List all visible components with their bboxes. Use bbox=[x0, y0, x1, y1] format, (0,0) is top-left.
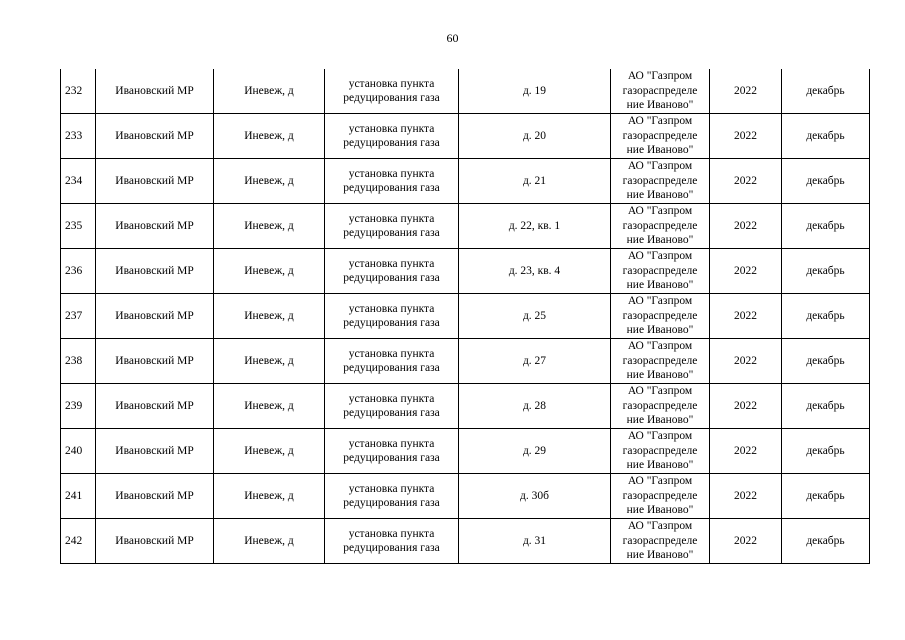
locality-cell: Иневеж, д bbox=[214, 204, 325, 249]
address-cell: д. 30б bbox=[459, 474, 611, 519]
district-cell: Ивановский МР bbox=[96, 384, 214, 429]
row-number-cell: 234 bbox=[61, 159, 96, 204]
executor-cell-line: газораспределе bbox=[622, 84, 698, 97]
address-cell: д. 20 bbox=[459, 114, 611, 159]
executor-cell-line: АО "Газпром bbox=[627, 70, 693, 83]
executor-cell bbox=[611, 159, 710, 204]
executor-cell-line: ние Иваново" bbox=[626, 279, 694, 292]
year-cell: 2022 bbox=[710, 474, 782, 519]
executor-cell-line: газораспределе bbox=[622, 444, 698, 457]
address-cell: д. 29 bbox=[459, 429, 611, 474]
work-type-cell-line: установка пункта bbox=[348, 77, 435, 90]
executor-cell-line: АО "Газпром bbox=[627, 475, 693, 488]
district-cell: Ивановский МР bbox=[96, 339, 214, 384]
work-type-cell-line: редуцирования газа bbox=[343, 362, 440, 374]
table-row bbox=[61, 519, 870, 564]
address-cell: д. 22, кв. 1 bbox=[459, 204, 611, 249]
table-row bbox=[61, 69, 870, 114]
work-type-cell-line: установка пункта bbox=[348, 212, 435, 225]
executor-cell-line: газораспределе bbox=[622, 264, 698, 277]
work-type-cell-line: установка пункта bbox=[348, 122, 435, 135]
locality-cell: Иневеж, д bbox=[214, 69, 325, 114]
month-cell: декабрь bbox=[782, 429, 870, 474]
year-cell: 2022 bbox=[710, 294, 782, 339]
table-row bbox=[61, 159, 870, 204]
district-cell: Ивановский МР bbox=[96, 519, 214, 564]
work-type-cell-line: редуцирования газа bbox=[343, 407, 440, 419]
district-cell: Ивановский МР bbox=[96, 159, 214, 204]
row-number-cell: 233 bbox=[61, 114, 96, 159]
work-type-cell-line: установка пункта bbox=[348, 527, 435, 540]
locality-cell: Иневеж, д bbox=[214, 429, 325, 474]
executor-cell bbox=[611, 249, 710, 294]
locality-cell: Иневеж, д bbox=[214, 114, 325, 159]
work-type-cell bbox=[325, 294, 459, 339]
locality-cell: Иневеж, д bbox=[214, 249, 325, 294]
month-cell: декабрь bbox=[782, 69, 870, 114]
executor-cell-line: АО "Газпром bbox=[627, 205, 693, 218]
executor-cell-line: газораспределе bbox=[622, 174, 698, 187]
month-cell: декабрь bbox=[782, 519, 870, 564]
executor-cell bbox=[611, 204, 710, 249]
executor-cell-line: АО "Газпром bbox=[627, 340, 693, 353]
district-cell: Ивановский МР bbox=[96, 474, 214, 519]
work-type-cell-line: установка пункта bbox=[348, 347, 435, 360]
executor-cell-line: газораспределе bbox=[622, 534, 698, 547]
work-type-cell-line: редуцирования газа bbox=[343, 452, 440, 464]
registry-table-body bbox=[61, 69, 870, 564]
year-cell: 2022 bbox=[710, 429, 782, 474]
work-type-cell bbox=[325, 339, 459, 384]
executor-cell bbox=[611, 294, 710, 339]
executor-cell-line: АО "Газпром bbox=[627, 520, 693, 533]
executor-cell bbox=[611, 339, 710, 384]
work-type-cell-line: установка пункта bbox=[348, 302, 435, 315]
table-row bbox=[61, 429, 870, 474]
address-cell: д. 27 bbox=[459, 339, 611, 384]
executor-cell-line: газораспределе bbox=[622, 489, 698, 502]
district-cell: Ивановский МР bbox=[96, 294, 214, 339]
executor-cell-line: АО "Газпром bbox=[627, 385, 693, 398]
executor-cell bbox=[611, 114, 710, 159]
registry-table bbox=[60, 69, 870, 564]
work-type-cell-line: редуцирования газа bbox=[343, 92, 440, 104]
month-cell: декабрь bbox=[782, 249, 870, 294]
executor-cell-line: ние Иваново" bbox=[626, 504, 694, 517]
address-cell: д. 19 bbox=[459, 69, 611, 114]
executor-cell-line: АО "Газпром bbox=[627, 250, 693, 263]
executor-cell-line: ние Иваново" bbox=[626, 324, 694, 337]
district-cell: Ивановский МР bbox=[96, 114, 214, 159]
work-type-cell bbox=[325, 519, 459, 564]
month-cell: декабрь bbox=[782, 339, 870, 384]
year-cell: 2022 bbox=[710, 384, 782, 429]
executor-cell-line: газораспределе bbox=[622, 309, 698, 322]
year-cell: 2022 bbox=[710, 339, 782, 384]
locality-cell: Иневеж, д bbox=[214, 294, 325, 339]
work-type-cell-line: установка пункта bbox=[348, 167, 435, 180]
table-row bbox=[61, 249, 870, 294]
row-number-cell: 241 bbox=[61, 474, 96, 519]
executor-cell-line: АО "Газпром bbox=[627, 430, 693, 443]
executor-cell bbox=[611, 474, 710, 519]
work-type-cell bbox=[325, 159, 459, 204]
work-type-cell bbox=[325, 474, 459, 519]
table-row bbox=[61, 384, 870, 429]
executor-cell-line: ние Иваново" bbox=[626, 414, 694, 427]
row-number-cell: 242 bbox=[61, 519, 96, 564]
address-cell: д. 28 bbox=[459, 384, 611, 429]
district-cell: Ивановский МР bbox=[96, 249, 214, 294]
work-type-cell-line: редуцирования газа bbox=[343, 272, 440, 284]
work-type-cell bbox=[325, 69, 459, 114]
month-cell: декабрь bbox=[782, 294, 870, 339]
locality-cell: Иневеж, д bbox=[214, 519, 325, 564]
work-type-cell-line: редуцирования газа bbox=[343, 497, 440, 509]
row-number-cell: 232 bbox=[61, 69, 96, 114]
work-type-cell-line: установка пункта bbox=[348, 437, 435, 450]
executor-cell-line: ние Иваново" bbox=[626, 549, 694, 562]
work-type-cell-line: редуцирования газа bbox=[343, 227, 440, 239]
executor-cell bbox=[611, 384, 710, 429]
row-number-cell: 236 bbox=[61, 249, 96, 294]
year-cell: 2022 bbox=[710, 69, 782, 114]
address-cell: д. 23, кв. 4 bbox=[459, 249, 611, 294]
executor-cell-line: газораспределе bbox=[622, 354, 698, 367]
row-number-cell: 240 bbox=[61, 429, 96, 474]
year-cell: 2022 bbox=[710, 114, 782, 159]
work-type-cell-line: редуцирования газа bbox=[343, 182, 440, 194]
table-row bbox=[61, 294, 870, 339]
work-type-cell-line: редуцирования газа bbox=[343, 137, 440, 149]
work-type-cell-line: установка пункта bbox=[348, 257, 435, 270]
address-cell: д. 25 bbox=[459, 294, 611, 339]
executor-cell-line: АО "Газпром bbox=[627, 115, 693, 128]
executor-cell bbox=[611, 519, 710, 564]
table-row bbox=[61, 339, 870, 384]
executor-cell-line: ние Иваново" bbox=[626, 234, 694, 247]
executor-cell bbox=[611, 69, 710, 114]
locality-cell: Иневеж, д bbox=[214, 384, 325, 429]
district-cell: Ивановский МР bbox=[96, 204, 214, 249]
executor-cell-line: газораспределе bbox=[622, 219, 698, 232]
page-number: 60 bbox=[446, 31, 459, 45]
executor-cell-line: ние Иваново" bbox=[626, 99, 694, 112]
month-cell: декабрь bbox=[782, 204, 870, 249]
executor-cell-line: АО "Газпром bbox=[627, 160, 693, 173]
row-number-cell: 239 bbox=[61, 384, 96, 429]
executor-cell-line: ние Иваново" bbox=[626, 144, 694, 157]
work-type-cell-line: редуцирования газа bbox=[343, 317, 440, 329]
executor-cell-line: ние Иваново" bbox=[626, 369, 694, 382]
address-cell: д. 31 bbox=[459, 519, 611, 564]
work-type-cell bbox=[325, 114, 459, 159]
executor-cell-line: АО "Газпром bbox=[627, 295, 693, 308]
table-row bbox=[61, 114, 870, 159]
year-cell: 2022 bbox=[710, 204, 782, 249]
month-cell: декабрь bbox=[782, 159, 870, 204]
work-type-cell-line: установка пункта bbox=[348, 392, 435, 405]
work-type-cell bbox=[325, 204, 459, 249]
work-type-cell-line: установка пункта bbox=[348, 482, 435, 495]
executor-cell-line: ние Иваново" bbox=[626, 189, 694, 202]
work-type-cell-line: редуцирования газа bbox=[343, 542, 440, 554]
locality-cell: Иневеж, д bbox=[214, 159, 325, 204]
work-type-cell bbox=[325, 429, 459, 474]
month-cell: декабрь bbox=[782, 114, 870, 159]
address-cell: д. 21 bbox=[459, 159, 611, 204]
executor-cell-line: ние Иваново" bbox=[626, 459, 694, 472]
work-type-cell bbox=[325, 384, 459, 429]
year-cell: 2022 bbox=[710, 159, 782, 204]
locality-cell: Иневеж, д bbox=[214, 474, 325, 519]
row-number-cell: 235 bbox=[61, 204, 96, 249]
row-number-cell: 238 bbox=[61, 339, 96, 384]
month-cell: декабрь bbox=[782, 384, 870, 429]
row-number-cell: 237 bbox=[61, 294, 96, 339]
year-cell: 2022 bbox=[710, 519, 782, 564]
executor-cell bbox=[611, 429, 710, 474]
district-cell: Ивановский МР bbox=[96, 69, 214, 114]
table-row bbox=[61, 204, 870, 249]
locality-cell: Иневеж, д bbox=[214, 339, 325, 384]
executor-cell-line: газораспределе bbox=[622, 399, 698, 412]
work-type-cell bbox=[325, 249, 459, 294]
district-cell: Ивановский МР bbox=[96, 429, 214, 474]
executor-cell-line: газораспределе bbox=[622, 129, 698, 142]
table-row bbox=[61, 474, 870, 519]
year-cell: 2022 bbox=[710, 249, 782, 294]
month-cell: декабрь bbox=[782, 474, 870, 519]
